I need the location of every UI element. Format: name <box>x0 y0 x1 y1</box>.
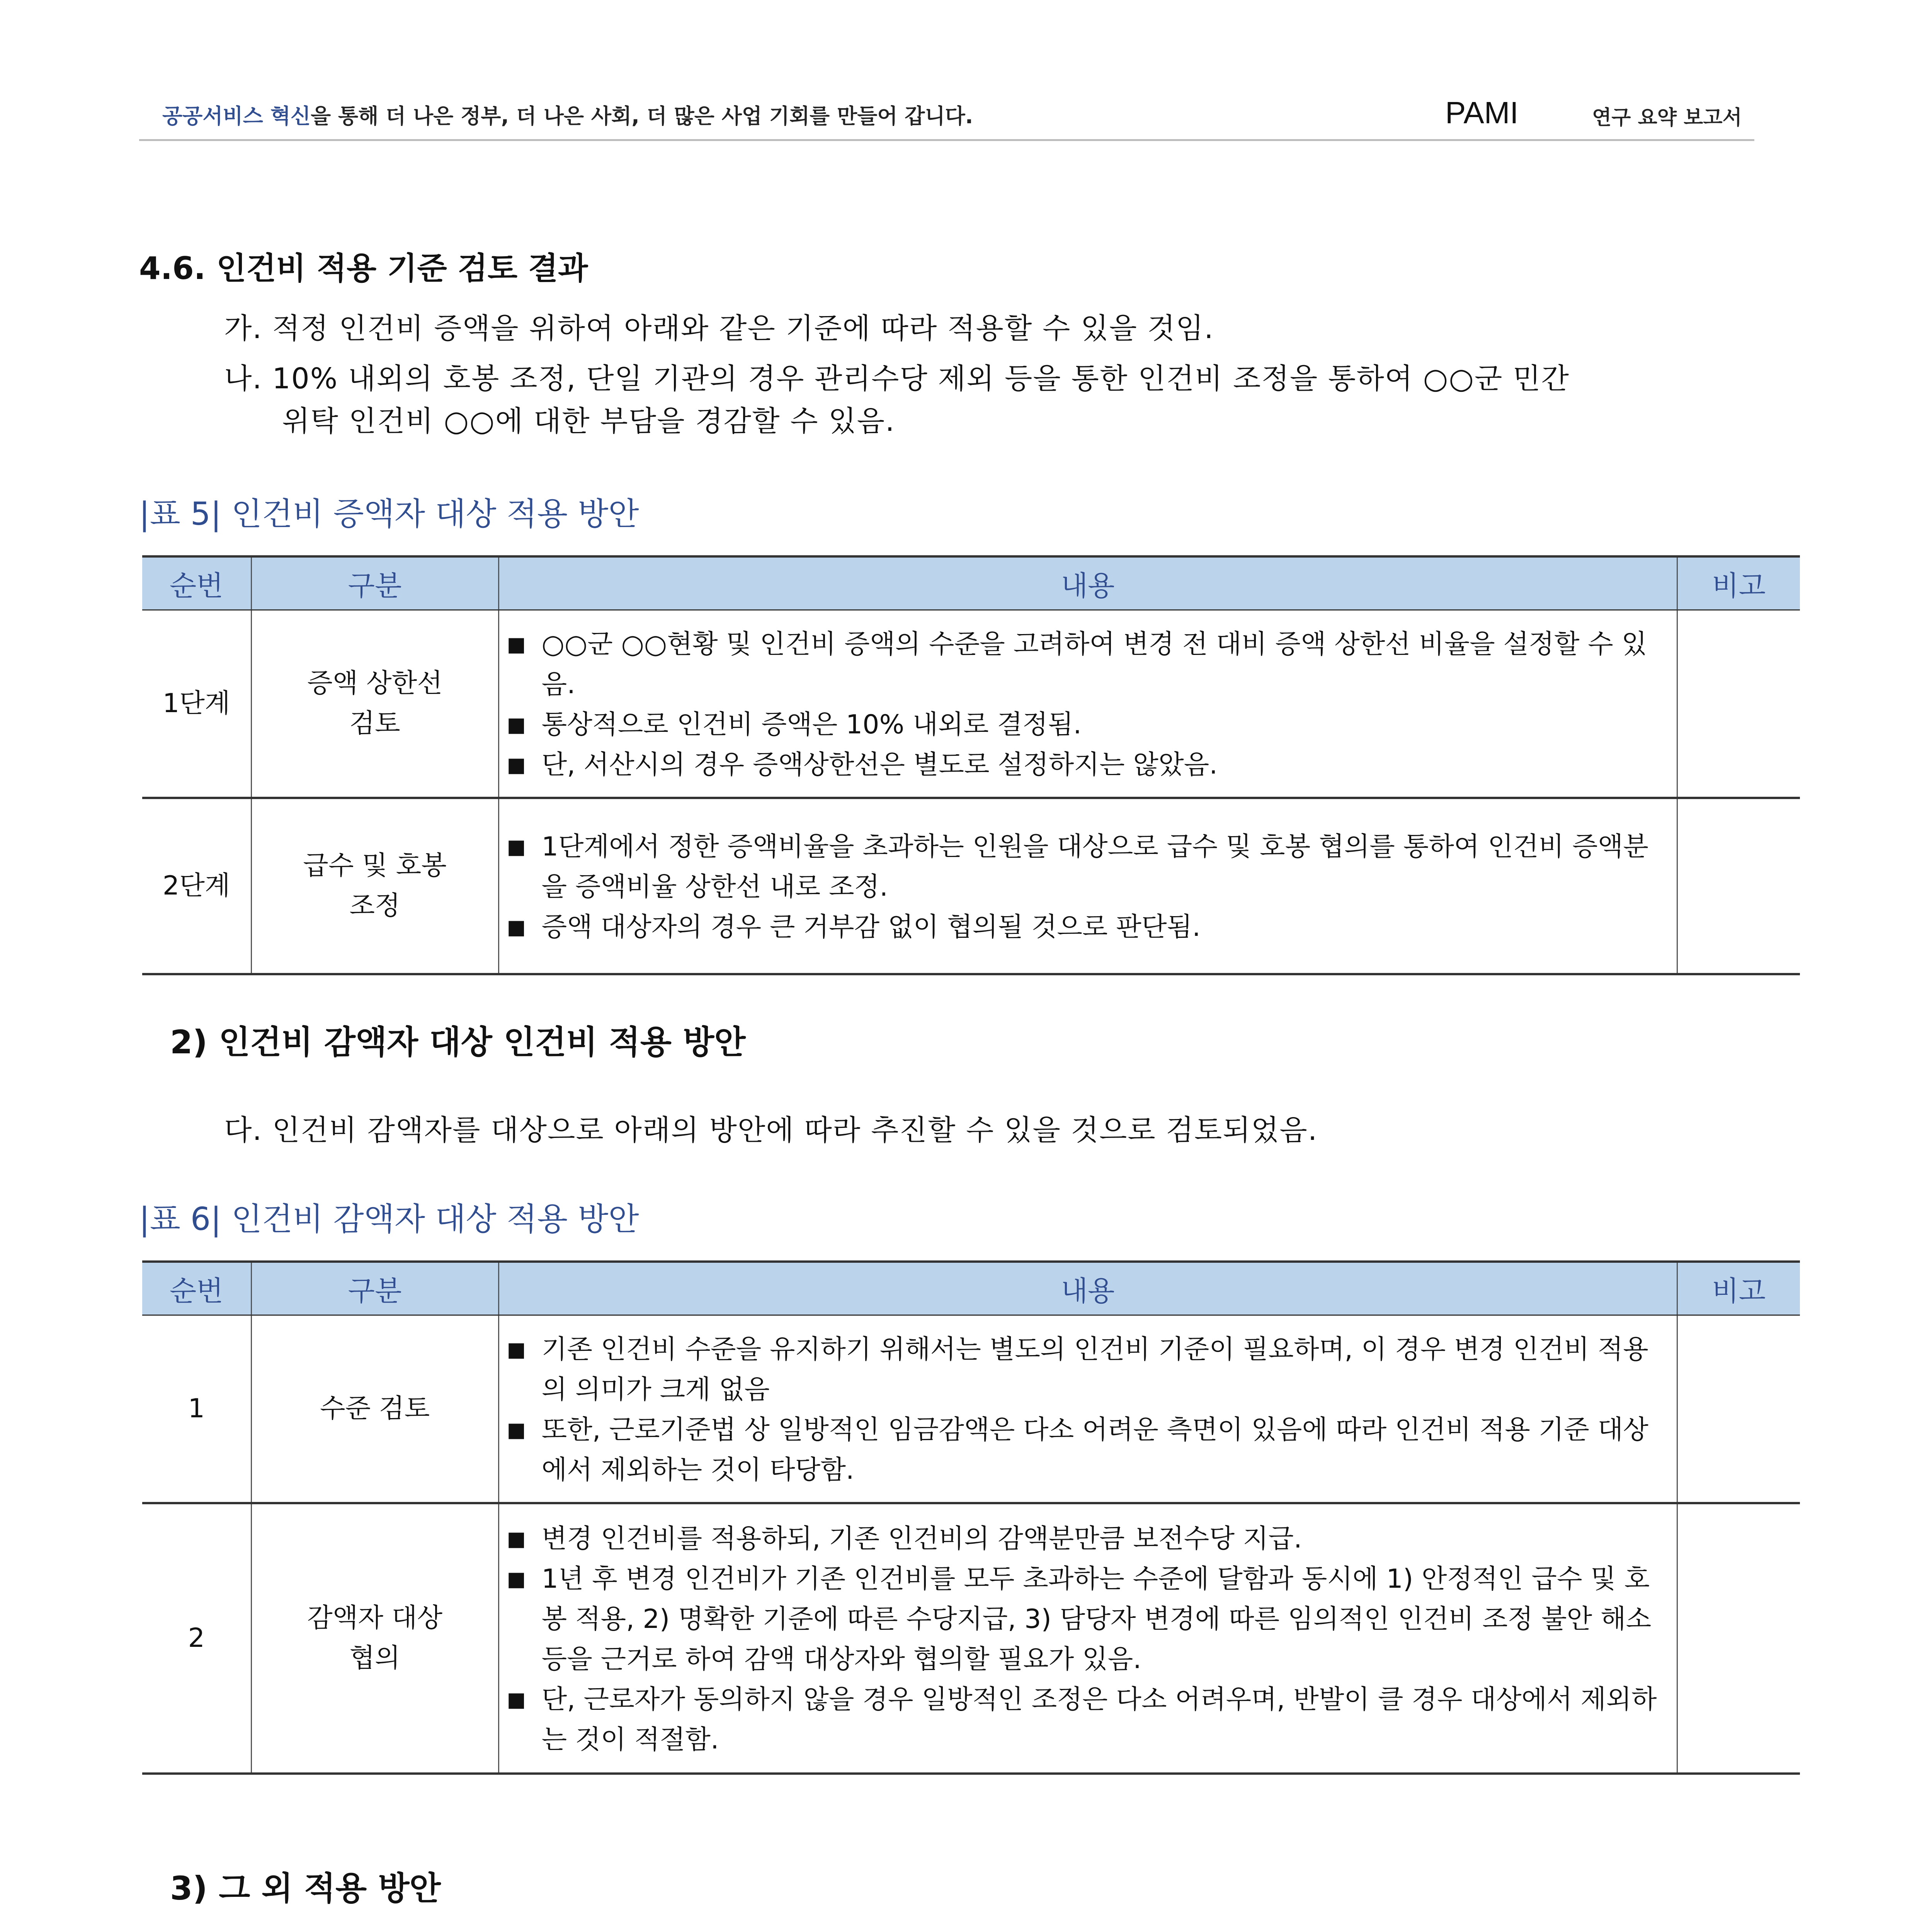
row-number: 1단계 <box>142 610 251 798</box>
slogan-highlight: 공공서비스 혁신 <box>162 104 311 128</box>
row-content <box>498 1503 1677 1774</box>
row-number: 2 <box>142 1503 251 1774</box>
paragraph-ga <box>224 307 1770 350</box>
table5-header-note: 비고 <box>1677 556 1800 610</box>
paragraph-na <box>224 357 1770 442</box>
row-number: 1 <box>142 1315 251 1503</box>
table5 <box>142 555 1800 975</box>
paragraph-na-line2: 위탁 인건비 ○○에 대한 부담을 경감할 수 있음. <box>282 405 895 438</box>
row-category-line1: 급수 및 호봉 <box>303 850 447 881</box>
row-content <box>498 798 1677 974</box>
row-category-line1: 증액 상한선 <box>307 668 443 699</box>
table-row <box>142 610 1800 798</box>
paragraph-na-line1: 나. 10% 내외의 호봉 조정, 단일 기관의 경우 관리수당 제외 등을 통한 인건비 조정을 통하여 ○○군 민간 <box>224 362 1570 395</box>
row-note <box>1677 1503 1800 1774</box>
row-category-line1: 수준 검토 <box>320 1393 430 1424</box>
header-doc-type: 연구 요약 보고서 <box>1592 106 1742 129</box>
row-category <box>251 610 498 798</box>
table5-caption: |표 5| 인건비 증액자 대상 적용 방안 <box>139 496 639 532</box>
paragraph-ga-text: 가. 적정 인건비 증액을 위하여 아래와 같은 기준에 따라 적용할 수 있을 것임. <box>224 312 1214 345</box>
table6-header-no: 순번 <box>142 1262 251 1315</box>
bullet-item: ■ 기존 인건비 수준을 유지하기 위해서는 별도의 인건비 기준이 필요하며, 이 경우 변경 인건비 적용의 의미가 크게 없음 <box>507 1330 1661 1410</box>
row-category <box>251 798 498 974</box>
bullet-item: ■ 통상적으로 인건비 증액은 10% 내외로 결정됨. <box>507 705 1661 745</box>
row-note <box>1677 610 1800 798</box>
table5-header-content: 내용 <box>498 556 1677 610</box>
row-category-line2: 협의 <box>349 1643 400 1673</box>
header-brand: PAMI <box>1445 95 1519 130</box>
bullet-item: ■ 증액 대상자의 경우 큰 거부감 없이 협의될 것으로 판단됨. <box>507 907 1661 947</box>
slogan-rest: 을 통해 더 나은 정부, 더 나은 사회, 더 많은 사업 기회를 만들어 갑니다. <box>310 104 973 128</box>
row-content <box>498 610 1677 798</box>
section-title: 4.6. 인건비 적용 기준 검토 결과 <box>139 250 588 286</box>
bullet-item: ■ 또한, 근로기준법 상 일방적인 임금감액은 다소 어려운 측면이 있음에 따라 인건비 적용 기준 대상에서 제외하는 것이 타당함. <box>507 1410 1661 1490</box>
row-category-line1: 감액자 대상 <box>307 1603 443 1633</box>
bullet-item: ■ 단, 근로자가 동의하지 않을 경우 일방적인 조정은 다소 어려우며, 반발이 클 경우 대상에서 제외하는 것이 적절함. <box>507 1680 1661 1760</box>
bullet-item: ■ 단, 서산시의 경우 증액상한선은 별도로 설정하지는 않았음. <box>507 745 1661 785</box>
table6-caption: |표 6| 인건비 감액자 대상 적용 방안 <box>139 1201 639 1238</box>
row-category <box>251 1315 498 1503</box>
row-content <box>498 1315 1677 1503</box>
paragraph-da <box>224 1109 1770 1151</box>
paragraph-da-text: 다. 인건비 감액자를 대상으로 아래의 방안에 따라 추진할 수 있을 것으로 검토되었음. <box>224 1114 1318 1147</box>
table5-header-no: 순번 <box>142 556 251 610</box>
row-note <box>1677 798 1800 974</box>
bullet-item: ■ ○○군 ○○현황 및 인건비 증액의 수준을 고려하여 변경 전 대비 증액 상한선 비율을 설정할 수 있음. <box>507 624 1661 705</box>
bullet-item: ■ 변경 인건비를 적용하되, 기존 인건비의 감액분만큼 보전수당 지급. <box>507 1519 1661 1559</box>
bullet-item: ■ 1단계에서 정한 증액비율을 초과하는 인원을 대상으로 급수 및 호봉 협의를 통하여 인건비 증액분을 증액비율 상한선 내로 조정. <box>507 827 1661 907</box>
table6-header-note: 비고 <box>1677 1262 1800 1315</box>
row-number: 2단계 <box>142 798 251 974</box>
table5-header-row <box>142 556 1800 610</box>
table-row <box>142 1503 1800 1774</box>
bullet-item: ■ 1년 후 변경 인건비가 기존 인건비를 모두 초과하는 수준에 달함과 동시에 1) 안정적인 급수 및 호봉 적용, 2) 명확한 기준에 따른 수당지급, 3) 담당자 변경에 따른 임의적인 인건비 조정 불안 해소 등을 근거로 하여 감액 대상자와 협의할 필요가 있음. <box>507 1559 1661 1680</box>
row-category-line2: 검토 <box>349 708 400 739</box>
table-row <box>142 1315 1800 1503</box>
table6 <box>142 1260 1800 1775</box>
table6-header-category: 구분 <box>251 1262 498 1315</box>
table6-header-content: 내용 <box>498 1262 1677 1315</box>
row-note <box>1677 1315 1800 1503</box>
table5-header-category: 구분 <box>251 556 498 610</box>
page-header <box>139 93 1754 141</box>
subsection2-title: 2) 인건비 감액자 대상 인건비 적용 방안 <box>170 1023 746 1061</box>
table6-header-row <box>142 1262 1800 1315</box>
subsection3-title: 3) 그 외 적용 방안 <box>170 1869 441 1907</box>
row-category-line2: 조정 <box>349 891 400 921</box>
header-slogan <box>162 100 973 129</box>
row-category <box>251 1503 498 1774</box>
table-row <box>142 798 1800 974</box>
